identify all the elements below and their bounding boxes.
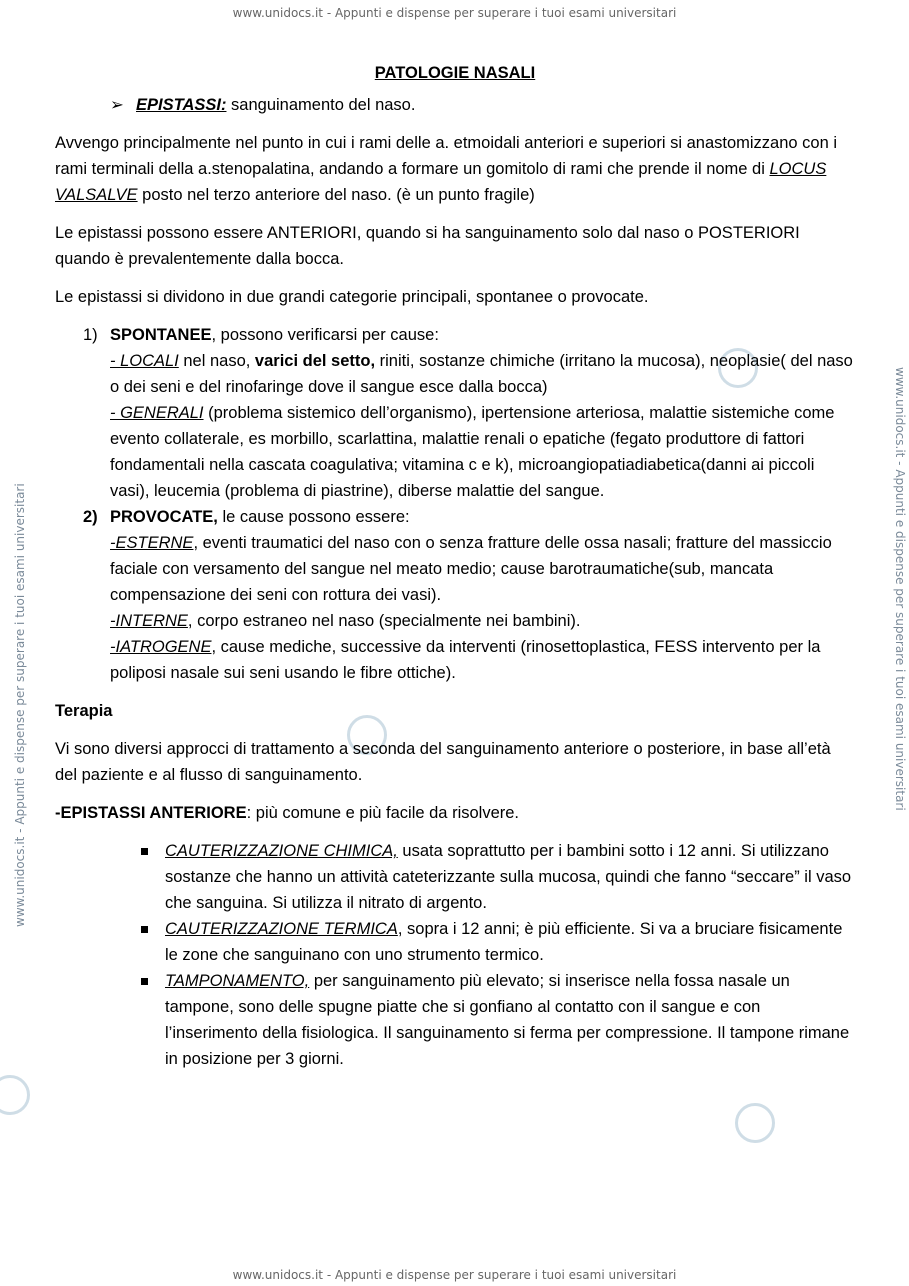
paragraph-text: Avvengo principalmente nel punto in cui i rami delle a. etmoidali anteriori e superiori si anastomizzano con i rami terminali della a.stenopalatina, andando a formare un gomitolo di rami che prende il nome di: [55, 134, 838, 178]
epistassi-definition: sanguinamento del naso.: [226, 96, 416, 114]
treatment-text: per sanguinamento più elevato; si inserisce nella fossa nasale un tampone, sono delle spugne piatte che si gonfiano al contatto con il sangue e con l’inserimento della fisiologica. Il sanguinamento si ferma per compressione. Il tampone rimane in posizione per 3 giorni.: [165, 972, 850, 1068]
list-number: 2): [83, 508, 98, 526]
side-watermark-left: www.unidocs.it - Appunti e dispense per superare i tuoi esami universitari: [13, 483, 27, 927]
side-watermark-right: www.unidocs.it - Appunti e dispense per superare i tuoi esami universitari: [893, 367, 907, 811]
item-text: , possono verificarsi per cause:: [211, 326, 439, 344]
treatment-name: TAMPONAMENTO,: [165, 972, 310, 990]
footer-watermark: www.unidocs.it - Appunti e dispense per superare i tuoi esami universitari: [232, 1268, 677, 1282]
item-text: nel naso,: [178, 352, 255, 370]
treatment-text: , sopra i 12 anni; è più efficiente. Si va a bruciare fisicamente le zone che sanguinano con uno strumento termico.: [165, 920, 843, 964]
item-text: , corpo estraneo nel naso (specialmente nei bambini).: [187, 612, 581, 630]
subcategory-label: - GENERALI: [110, 404, 204, 422]
list-number: 1): [83, 326, 98, 344]
subcategory-label: - LOCALI: [110, 352, 179, 370]
item-heading: PROVOCATE,: [110, 508, 218, 526]
document-body: [55, 60, 855, 1072]
subcategory-label: -INTERNE: [110, 612, 188, 630]
paragraph-anterior: [55, 800, 855, 826]
subcategory-label: -IATROGENE: [110, 638, 212, 656]
subcategory-label: -ESTERNE: [110, 534, 194, 552]
arrow-bullet-icon: ➢: [110, 96, 124, 114]
watermark-logo-icon: [0, 1075, 30, 1115]
paragraph-approaches: Vi sono diversi approcci di trattamento a seconda del sanguinamento anteriore o posteriore, in base all’età del paziente e al flusso di sanguinamento.: [55, 740, 831, 784]
item-text: riniti, sostanze chimiche (irritano la mucosa), neoplasie( del naso o dei seni e del rinofaringe dove il sangue esce dalla bocca): [110, 352, 853, 396]
item-text: , cause mediche, successive da interventi (rinosettoplastica, FESS intervento per la poliposi nasale sui seni usando le fibre ottiche).: [110, 638, 821, 682]
anterior-text: : più comune e più facile da risolvere.: [246, 804, 520, 822]
item-heading: SPONTANEE: [110, 326, 212, 344]
list-item: [55, 968, 855, 1072]
paragraph-text: posto nel terzo anteriore del naso. (è un punto fragile): [137, 186, 535, 204]
section-heading-terapia: Terapia: [55, 702, 113, 720]
square-bullet-icon: [141, 848, 148, 855]
list-item: [55, 838, 855, 916]
page-title: PATOLOGIE NASALI: [374, 64, 536, 82]
item-bold-text: varici del setto,: [254, 352, 376, 370]
epistassi-term: EPISTASSI:: [136, 96, 227, 114]
locus-valsalve: LOCUS VALSALVE: [55, 160, 827, 204]
list-item-spontanee: [55, 322, 855, 504]
epistassi-bullet: [55, 92, 855, 118]
treatment-text: usata soprattutto per i bambini sotto i 12 anni. Si utilizzano sostanze che hanno un attività cateterizzante sulla mucosa, quindi che fanno “seccare” il vaso che sanguina. Si utilizza il nitrato di argento.: [165, 842, 852, 912]
treatment-name: CAUTERIZZAZIONE TERMICA: [165, 920, 398, 938]
paragraph-locus: [55, 130, 855, 208]
square-bullet-icon: [141, 978, 148, 985]
list-item-provocate: [55, 504, 855, 686]
anterior-heading: -EPISTASSI ANTERIORE: [55, 804, 247, 822]
watermark-logo-icon: [735, 1103, 775, 1143]
square-bullet-icon: [141, 926, 148, 933]
item-text: (problema sistemico dell’organismo), ipertensione arteriosa, malattie sistemiche come evento collaterale, es morbillo, scarlattina, malattie renali o epatiche (fegato produttore di fattori fondamentali nella cascata coagulativa; vitamina c e k), microangiopatiadiabetica(danni ai piccoli vasi), leucemia (problema di piastrine), diberse malattie del sangue.: [110, 404, 835, 500]
paragraph-anterior-posterior: Le epistassi possono essere ANTERIORI, quando si ha sanguinamento solo dal naso o POSTERIORI quando è prevalentemente dalla bocca.: [55, 224, 800, 268]
item-text: le cause possono essere:: [217, 508, 410, 526]
list-item: [55, 916, 855, 968]
item-text: , eventi traumatici del naso con o senza fratture delle ossa nasali; fratture del massiccio faciale con versamento del sangue nel meato medio; cause barotraumatiche(sub, mancata compensazione dei seni con rottura dei vasi).: [110, 534, 832, 604]
paragraph-categories: Le epistassi si dividono in due grandi categorie principali, spontanee o provocate.: [55, 288, 649, 306]
header-watermark: www.unidocs.it - Appunti e dispense per superare i tuoi esami universitari: [232, 6, 677, 20]
treatment-name: CAUTERIZZAZIONE CHIMICA,: [165, 842, 398, 860]
treatment-list: [55, 838, 855, 1072]
